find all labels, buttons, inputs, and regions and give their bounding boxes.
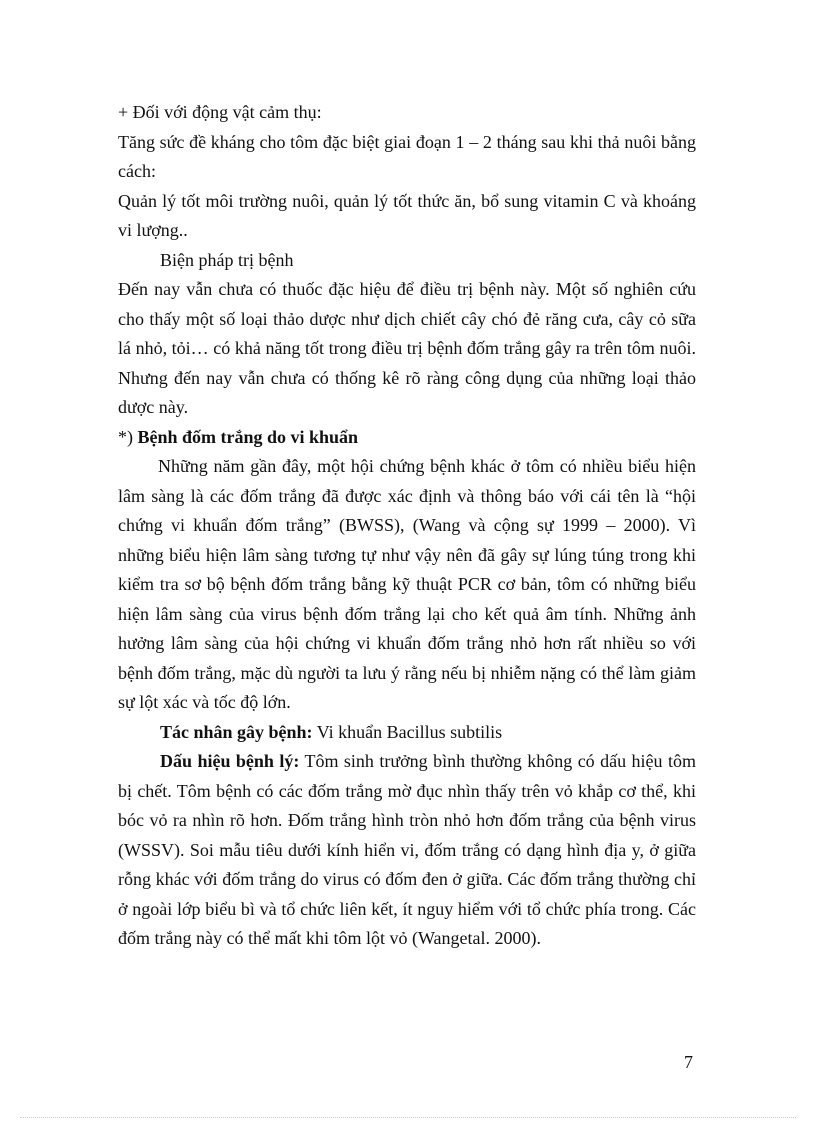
page-bottom-divider	[20, 1117, 796, 1118]
heading-prefix: *)	[118, 426, 133, 447]
subheading-treated-animals: + Đối với động vật cảm thụ:	[118, 102, 322, 122]
symptoms-label: Dấu hiệu bệnh lý:	[160, 751, 300, 771]
heading-bacterial-title: Bệnh đốm trắng do vi khuẩn	[137, 426, 359, 447]
paragraph-resistance: Tăng sức đề kháng cho tôm đặc biệt giai đoạn 1 – 2 tháng sau khi thả nuôi bằng cách:	[118, 131, 696, 181]
paragraph-management: Quản lý tốt môi trường nuôi, quản lý tốt thức ăn, bổ sung vitamin C và khoáng vi lượng..	[118, 190, 696, 240]
paragraph-symptoms	[118, 747, 696, 954]
heading-treatment: Biện pháp trị bệnh	[160, 249, 294, 270]
page-number: 7	[684, 1052, 693, 1072]
symptoms-text: Tôm sinh trưởng bình thường không có dấu hiệu tôm bị chết. Tôm bệnh có các đốm trắng mờ đục nhìn thấy trên vỏ khắp cơ thể, khi bóc vỏ ra nhìn rõ hơn. Đốm trắng hình tròn nhỏ hơn đốm trắng của bệnh virus (WSSV). Soi mẫu tiêu dưới kính hiển vi, đốm trắng có dạng hình địa y, ở giữa rỗng khác với đốm trắng do virus có đốm đen ở giữa. Các đốm trắng thường chỉ ở ngoài lớp biểu bì và tổ chức liên kết, ít nguy hiểm với tổ chức phía trong. Các đốm trắng này có thể mất khi tôm lột vỏ (Wangetal. 2000).	[118, 751, 696, 948]
pathogen-value: Vi khuẩn Bacillus subtilis	[312, 721, 503, 742]
pathogen-label: Tác nhân gây bệnh:	[160, 721, 313, 742]
heading-bacterial-white-spot	[118, 423, 696, 453]
paragraph-treatment: Đến nay vẫn chưa có thuốc đặc hiệu để điều trị bệnh này. Một số nghiên cứu cho thấy một số loại thảo dược như dịch chiết cây chó đẻ răng cưa, cây cỏ sữa lá nhỏ, tỏi… có khả năng tốt trong điều trị bệnh đốm trắng gây ra trên tôm nuôi. Nhưng đến nay vẫn chưa có thống kê rõ ràng công dụng của những loại thảo dược này.	[118, 279, 696, 417]
page-content	[118, 98, 696, 954]
paragraph-bacterial-intro: Những năm gần đây, một hội chứng bệnh khác ở tôm có nhiều biểu hiện lâm sàng là các đốm trắng đã được xác định và thông báo với cái tên là “hội chứng vi khuẩn đốm trắng” (BWSS), (Wang và cộng sự 1999 – 2000). Vì những biểu hiện lâm sàng tương tự như vậy nên đã gây sự lúng túng trong khi kiểm tra sơ bộ bệnh đốm trắng bằng kỹ thuật PCR cơ bản, tôm có những biểu hiện lâm sàng của virus bệnh đốm trắng lại cho kết quả âm tính. Những ảnh hưởng lâm sàng của hội chứng vi khuẩn đốm trắng nhỏ hơn rất nhiều so với bệnh đốm trắng, mặc dù người ta lưu ý rằng nếu bị nhiễm nặng có thể làm giảm sự lột xác và tốc độ lớn.	[118, 456, 696, 712]
paragraph-pathogen	[118, 718, 696, 748]
